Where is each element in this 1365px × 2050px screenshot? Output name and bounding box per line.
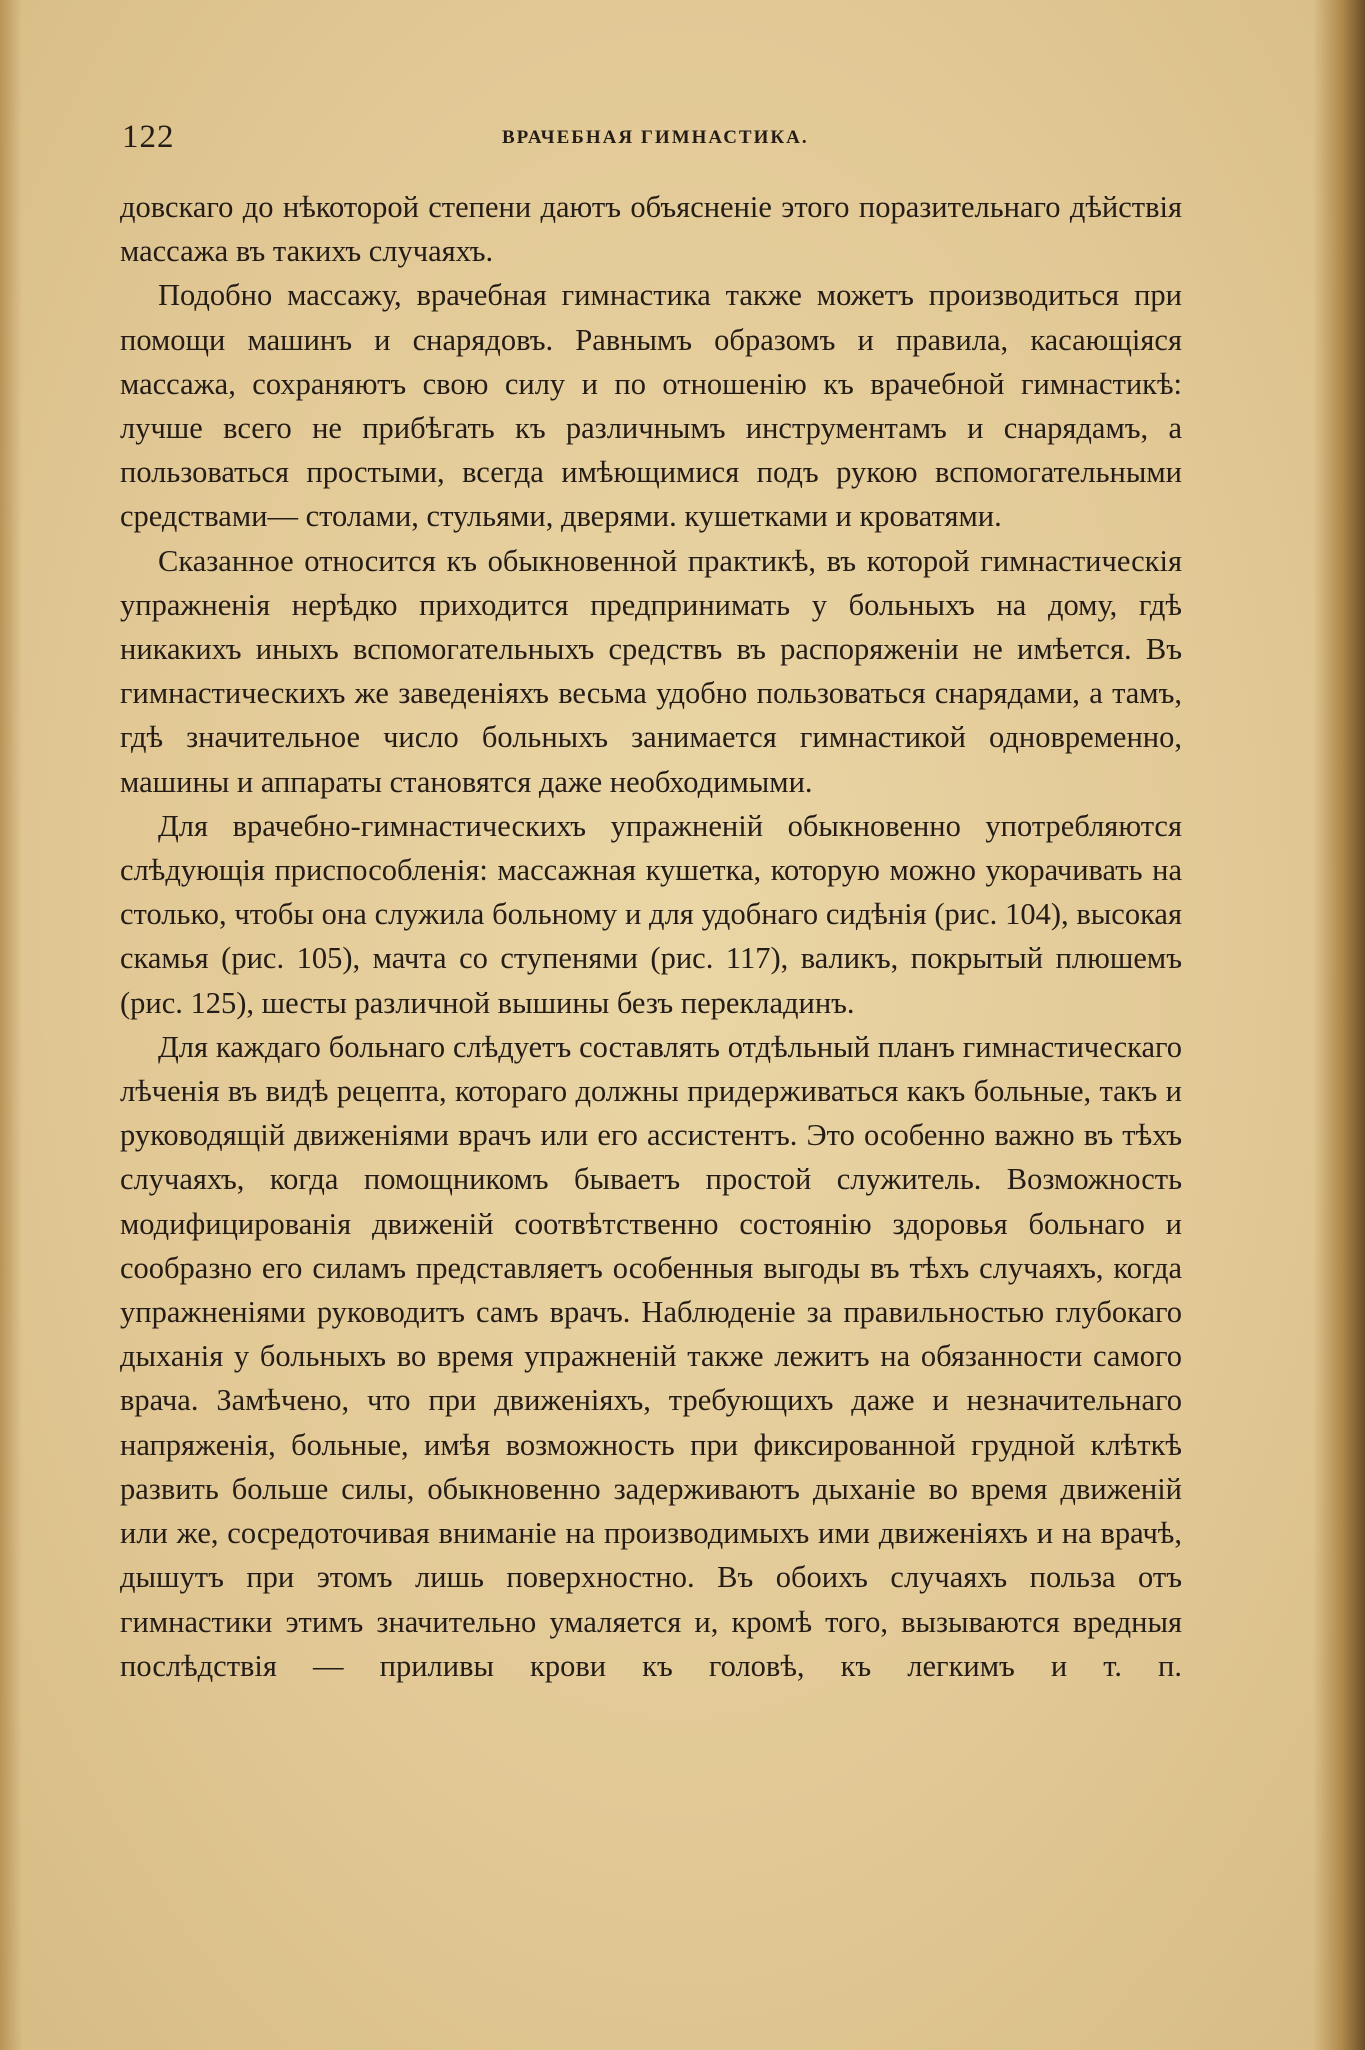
paragraph-1: довскаго до нѣкоторой степени даютъ объясненіе этого поразительнаго дѣйствія массажа въ такихъ случаяхъ. — [120, 190, 1182, 269]
paragraph-4: Для врачебно-гимнастическихъ упражненій обыкновенно употребляются слѣдующія приспособленія: массажная кушетка, которую можно укорачивать на столько, чтобы она служила больному и для удобнаго сидѣнія (рис. 104), высокая скамья (рис. 105), мачта со ступенями (рис. 117), валикъ, покрытый плюшемъ (рис. 125), шесты различной вышины безъ перекладинъ. — [120, 808, 1182, 1020]
paragraph-3: Сказанное относится къ обыкновенной практикѣ, въ которой гимнастическія упражненія нерѣдко приходится предпринимать у больныхъ на дому, гдѣ никакихъ иныхъ вспомогательныхъ средствъ въ распоряженіи не имѣется. Въ гимнастическихъ же заведеніяхъ весьма удобно пользоваться снарядами, а тамъ, гдѣ значительное число больныхъ занимается гимнастикой одновременно, машины и аппараты становятся даже необходимыми. — [120, 543, 1182, 799]
page-number: 122 — [122, 119, 175, 155]
paragraph-5: Для каждаго больнаго слѣдуетъ составлять отдѣльный планъ гимнастическаго лѣченія въ видѣ рецепта, котораго должны придерживаться какъ больные, такъ и руководящій движеніями врачъ или его ассистентъ. Это особенно важно въ тѣхъ случаяхъ, когда помощникомъ бываетъ простой служитель. Возможность модифицированія движеній соотвѣтственно состоянію здоровья больнаго и сообразно его силамъ представляетъ особенныя выгоды въ тѣхъ случаяхъ, когда упражненіями руководитъ самъ врачъ. Наблюденіе за правильностью глубокаго дыханія у больныхъ во время упражненій также лежитъ на обязанности самого врача. Замѣчено, что при движеніяхъ, требующихъ даже и незначительнаго напряженія, больные, имѣя возможность при фиксированной грудной клѣткѣ развить больше силы, обыкновенно задерживаютъ дыханіе во время движеній или же, сосредоточивая вниманіе на производимыхъ ими движеніяхъ и на врачѣ, дышутъ при этомъ лишь поверхностно. Въ обоихъ случаяхъ польза отъ гимнастики этимъ значительно умаляется и, кромѣ того, вызываются вредныя послѣдствія — приливы крови къ головѣ, къ легкимъ и т. п. — [120, 1029, 1182, 1683]
page-left-edge — [0, 0, 22, 2050]
body-text — [120, 185, 1182, 1688]
running-head: ВРАЧЕБНАЯ ГИМНАСТИКА. — [502, 127, 809, 148]
paragraph-2: Подобно массажу, врачебная гимнастика также можетъ производиться при помощи машинъ и снарядовъ. Равнымъ образомъ и правила, касающіяся массажа, сохраняютъ свою силу и по отношенію къ врачебной гимнастикѣ: лучше всего не прибѣгать къ различнымъ инструментамъ и снарядамъ, а пользоваться простыми, всегда имѣющимися подъ рукою вспомогательными средствами— столами, стульями, дверями. кушетками и кроватями. — [120, 278, 1182, 534]
page-header — [122, 112, 1180, 162]
page-right-edge — [1313, 0, 1365, 2050]
